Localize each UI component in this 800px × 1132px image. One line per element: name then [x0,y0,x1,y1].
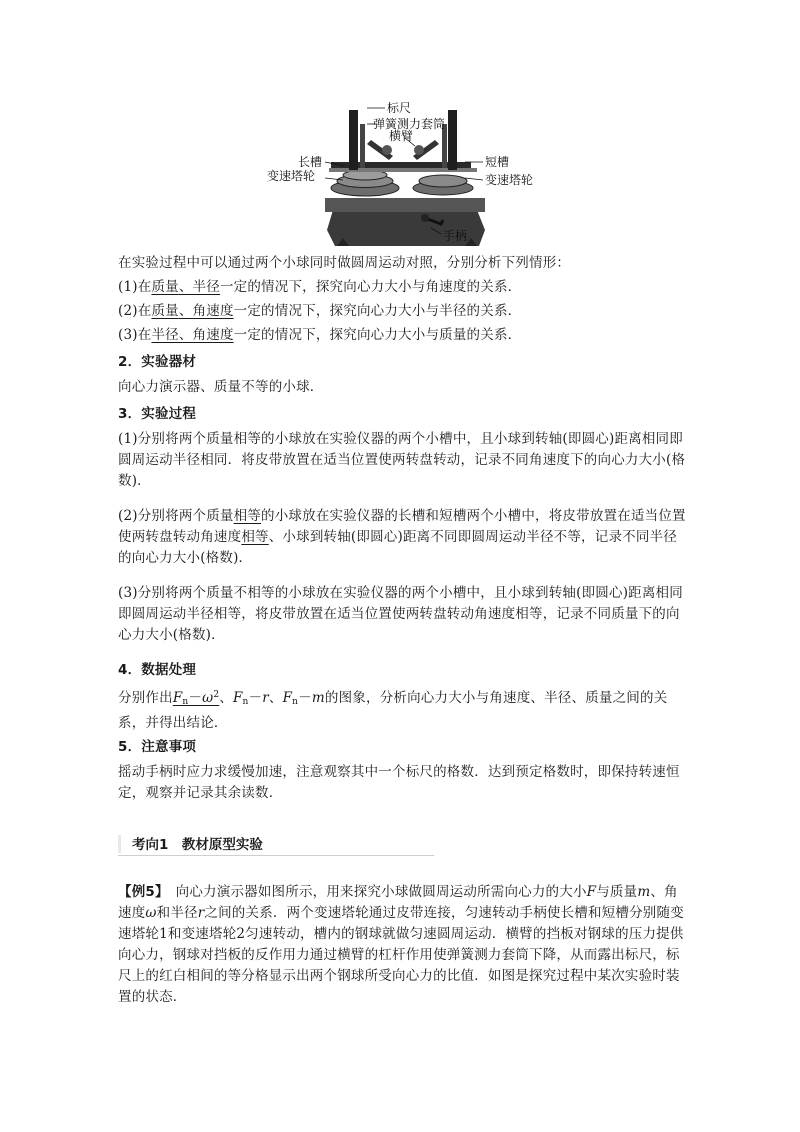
ex-F: F [586,884,597,900]
s4-dash2: － [248,690,263,706]
p2-underline-2: 相等 [241,529,269,545]
s4-r: r [262,690,269,706]
section-3-title: 3．实验过程 [118,406,197,422]
s4-omega: ω [202,690,214,706]
item3-post: 一定的情况下，探究向心力大小与质量的关系． [233,327,522,343]
centripetal-force-apparatus-figure [265,100,540,248]
section-2-title: 2．实验器材 [118,354,197,370]
topic-bar [118,835,121,853]
s4-sup2: 2 [213,690,220,700]
item3-underline-1: 半径 [151,327,179,343]
ex-omega: ω [145,905,157,921]
s4-n3: n [292,697,299,707]
p2-part-c: 、小球到转轴(即圆心)距离不同即圆周运动半径不等，记录不同半径的向心力大小(格数)． [118,529,677,566]
item1-post: 一定的情况下，探究向心力大小与角速度的关系． [219,279,522,295]
s4-n1: n [182,697,189,707]
s4-F2: F [232,690,243,706]
s4-mid2: 、 [268,690,283,706]
intro-item-1 [118,277,688,298]
ex-t3: 、角速度 [118,884,678,921]
item3-underline-2: 角速度 [192,327,234,343]
section-4-body [118,685,688,734]
section-3-p2 [118,506,688,569]
item3-sep: 、 [178,327,193,343]
s4-post: 的图象，分析向心力大小与角速度、半径、质量之间的关系，并得出结论． [118,690,668,731]
ex-m: m [637,884,651,900]
item2-underline-1: 质量 [151,303,179,319]
section-4-title: 4．数据处理 [118,662,197,678]
label-left-tower: 变速塔轮 [267,169,316,183]
s4-dash1: － [188,690,203,706]
topic-header [118,831,434,856]
item1-pre: (1)在 [118,279,152,295]
section-2-body: 向心力演示器、质量不等的小球． [118,379,324,395]
intro-item-3 [118,325,688,346]
s4-m: m [311,690,325,706]
item1-sep: 、 [178,279,193,295]
s4-n2: n [242,697,249,707]
p2-underline-1: 相等 [233,508,262,524]
item2-post: 一定的情况下，探究向心力大小与半径的关系． [233,303,522,319]
apparatus-illustration [265,100,540,248]
section-5-title: 5．注意事项 [118,739,197,755]
item2-pre: (2)在 [118,303,152,319]
item3-pre: (3)在 [118,327,152,343]
section-3-p3: (3)分别将两个质量不相等的小球放在实验仪器的两个小槽中，且小球到转轴(即圆心)距离相同即圆周运动半径相等，将皮带放置在适当位置使两转盘转动角速度相等，记录不同质量下的向心力大小(格数)． [118,585,683,643]
ex-t1: 向心力演示器如图所示，用来探究小球做圆周运动所需向心力的大小 [161,884,587,900]
p2-part-b: 的小球放在实验仪器的长槽和短槽两个小槽中，将皮带放置在适当位置使两转盘转动角速度 [118,508,686,545]
ex-t5: 之间的关系．两个变速塔轮通过皮带连接，匀速转动手柄使长槽和短槽分别随变速塔轮1和变速塔轮2匀速转动，槽内的钢球就做匀速圆周运动．横臂的挡板对钢球的压力提供向心力，钢球对挡板的反作用力通过横臂的杠杆作用使弹簧测力套筒下降，从而露出标尺，标尺上的红白相间的等分格显示出两个钢球所受向心力的比值．如图是探究过程中某次实验时装置的状态． [118,905,684,1005]
section-5-body: 摇动手柄时应力求缓慢加速，注意观察其中一个标尺的格数．达到预定格数时，即保持转速恒定，观察并记录其余读数． [118,764,680,801]
ex-r: r [197,905,205,921]
intro-line: 在实验过程中可以通过两个小球同时做圆周运动对照，分别分析下列情形： [118,255,571,271]
ex-t2: 与质量 [596,884,638,900]
section-3-p1: (1)分别将两个质量相等的小球放在实验仪器的两个小槽中，且小球到转轴(即圆心)距离相同即圆周运动半径相同．将皮带放置在适当位置使两转盘转动，记录不同角速度下的向心力大小(格数)． [118,431,686,489]
s4-dash3: － [298,690,312,706]
topic-label: 考向1 教材原型实验 [132,837,263,853]
s4-formula-underlined [173,690,219,706]
label-right-tower: 变速塔轮 [485,173,534,187]
s4-F1: F [172,690,183,706]
item2-underline-2: 角速度 [192,303,234,319]
label-short-slot: 短槽 [485,155,510,169]
example-5 [118,882,688,1008]
label-spring-sleeve: 弹簧测力套筒 [373,117,446,131]
s4-mid1: 、 [219,690,233,706]
ex-t4: 和半径 [156,905,198,921]
example-tag: 【例5】 [118,884,162,900]
label-handle: 手柄 [443,229,468,243]
intro-item-2 [118,301,688,322]
item1-underline-2: 半径 [192,279,220,295]
label-cross-arm: 横臂 [389,129,414,143]
label-long-slot: 长槽 [298,155,323,169]
item2-sep: 、 [178,303,193,319]
s4-F3: F [282,690,293,706]
item1-underline-1: 质量 [151,279,179,295]
label-scale: 标尺 [387,101,412,115]
s4-pre: 分别作出 [118,690,173,706]
p2-part-a: (2)分别将两个质量 [118,508,234,524]
